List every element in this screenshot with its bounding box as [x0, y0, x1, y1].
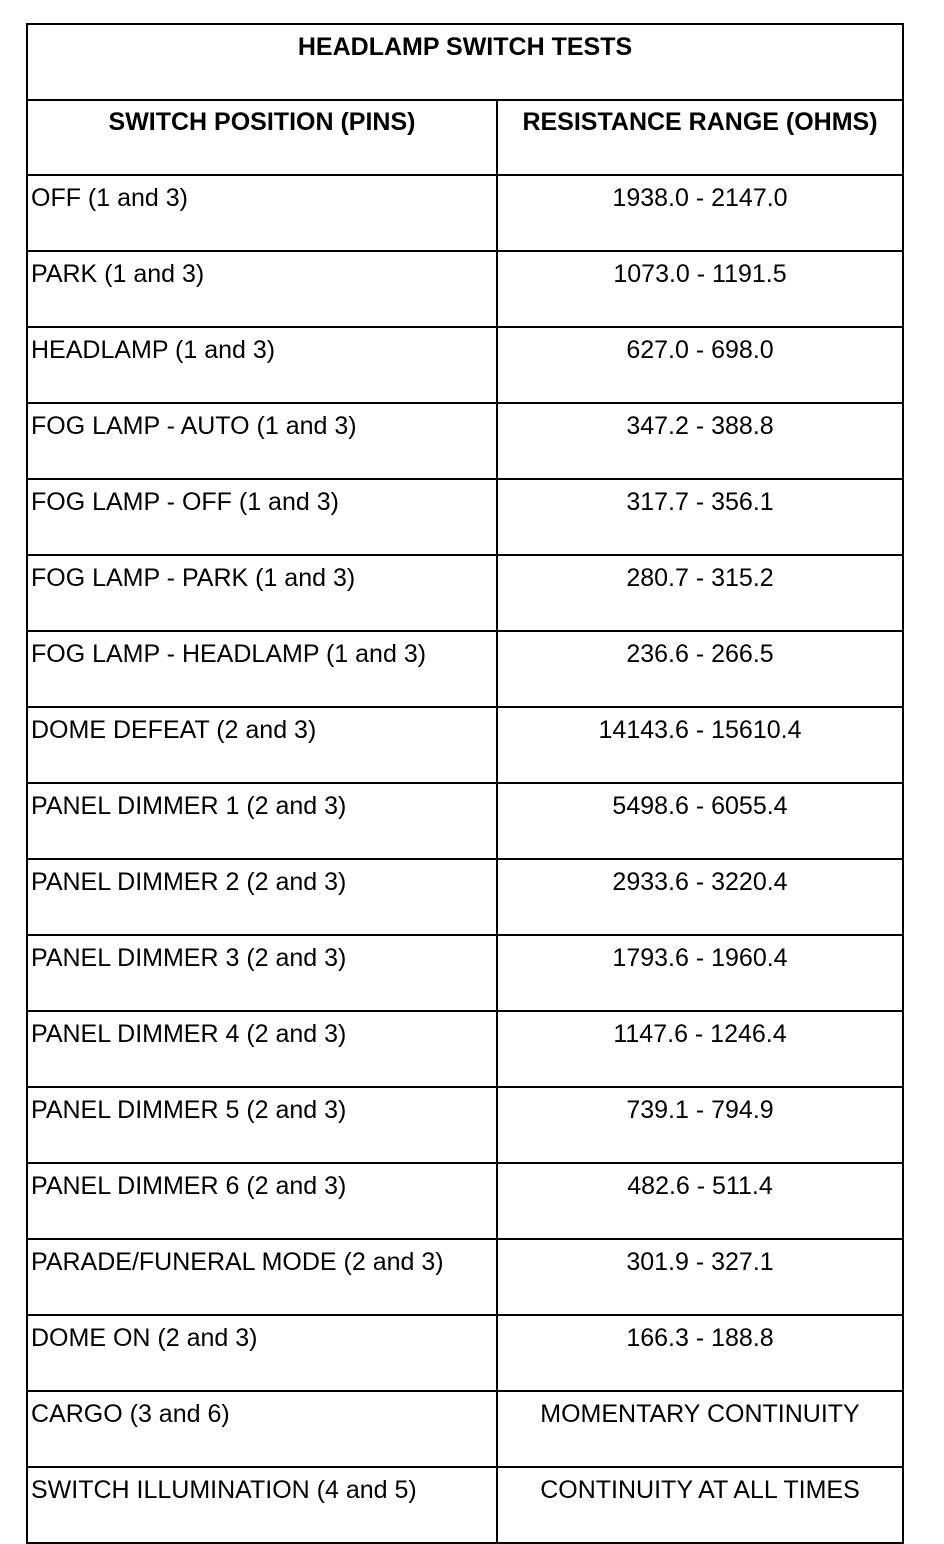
resistance-range-cell: 1938.0 - 2147.0	[497, 175, 903, 251]
switch-position-cell: PANEL DIMMER 5 (2 and 3)	[27, 1087, 497, 1163]
column-header-resistance-range: RESISTANCE RANGE (OHMS)	[497, 100, 903, 175]
resistance-range-cell: CONTINUITY AT ALL TIMES	[497, 1467, 903, 1543]
table-row	[27, 403, 903, 479]
switch-position-cell: FOG LAMP - PARK (1 and 3)	[27, 555, 497, 631]
table-title: HEADLAMP SWITCH TESTS	[27, 24, 903, 100]
switch-position-cell: FOG LAMP - OFF (1 and 3)	[27, 479, 497, 555]
table-row	[27, 1467, 903, 1543]
table-row	[27, 251, 903, 327]
switch-position-cell: HEADLAMP (1 and 3)	[27, 327, 497, 403]
switch-position-cell: PARK (1 and 3)	[27, 251, 497, 327]
switch-position-cell: FOG LAMP - HEADLAMP (1 and 3)	[27, 631, 497, 707]
resistance-range-cell: 627.0 - 698.0	[497, 327, 903, 403]
switch-position-cell: PANEL DIMMER 6 (2 and 3)	[27, 1163, 497, 1239]
resistance-range-cell: 236.6 - 266.5	[497, 631, 903, 707]
column-header-switch-position: SWITCH POSITION (PINS)	[27, 100, 497, 175]
table-row	[27, 1011, 903, 1087]
headlamp-switch-tests-table	[26, 23, 904, 1544]
table-row	[27, 859, 903, 935]
table-row	[27, 1163, 903, 1239]
resistance-range-cell: 347.2 - 388.8	[497, 403, 903, 479]
switch-position-cell: PANEL DIMMER 4 (2 and 3)	[27, 1011, 497, 1087]
switch-position-cell: PARADE/FUNERAL MODE (2 and 3)	[27, 1239, 497, 1315]
resistance-range-cell: 280.7 - 315.2	[497, 555, 903, 631]
resistance-range-cell: 739.1 - 794.9	[497, 1087, 903, 1163]
resistance-range-cell: 301.9 - 327.1	[497, 1239, 903, 1315]
table-row	[27, 935, 903, 1011]
table-row	[27, 1087, 903, 1163]
resistance-range-cell: 14143.6 - 15610.4	[497, 707, 903, 783]
resistance-range-cell: 166.3 - 188.8	[497, 1315, 903, 1391]
switch-position-cell: OFF (1 and 3)	[27, 175, 497, 251]
resistance-range-cell: 317.7 - 356.1	[497, 479, 903, 555]
table-row	[27, 783, 903, 859]
table-row	[27, 175, 903, 251]
table-row	[27, 555, 903, 631]
resistance-range-cell: 1793.6 - 1960.4	[497, 935, 903, 1011]
switch-position-cell: FOG LAMP - AUTO (1 and 3)	[27, 403, 497, 479]
resistance-range-cell: 482.6 - 511.4	[497, 1163, 903, 1239]
table-row	[27, 1391, 903, 1467]
table-row	[27, 707, 903, 783]
switch-position-cell: SWITCH ILLUMINATION (4 and 5)	[27, 1467, 497, 1543]
switch-position-cell: PANEL DIMMER 1 (2 and 3)	[27, 783, 497, 859]
switch-position-cell: DOME DEFEAT (2 and 3)	[27, 707, 497, 783]
resistance-range-cell: 5498.6 - 6055.4	[497, 783, 903, 859]
table-row	[27, 631, 903, 707]
header-row	[27, 100, 903, 175]
resistance-range-cell: MOMENTARY CONTINUITY	[497, 1391, 903, 1467]
switch-position-cell: PANEL DIMMER 3 (2 and 3)	[27, 935, 497, 1011]
table-row	[27, 1239, 903, 1315]
resistance-range-cell: 1147.6 - 1246.4	[497, 1011, 903, 1087]
title-row	[27, 24, 903, 100]
table-row	[27, 1315, 903, 1391]
switch-position-cell: CARGO (3 and 6)	[27, 1391, 497, 1467]
resistance-range-cell: 2933.6 - 3220.4	[497, 859, 903, 935]
table-row	[27, 327, 903, 403]
resistance-range-cell: 1073.0 - 1191.5	[497, 251, 903, 327]
table-row	[27, 479, 903, 555]
switch-position-cell: DOME ON (2 and 3)	[27, 1315, 497, 1391]
switch-position-cell: PANEL DIMMER 2 (2 and 3)	[27, 859, 497, 935]
